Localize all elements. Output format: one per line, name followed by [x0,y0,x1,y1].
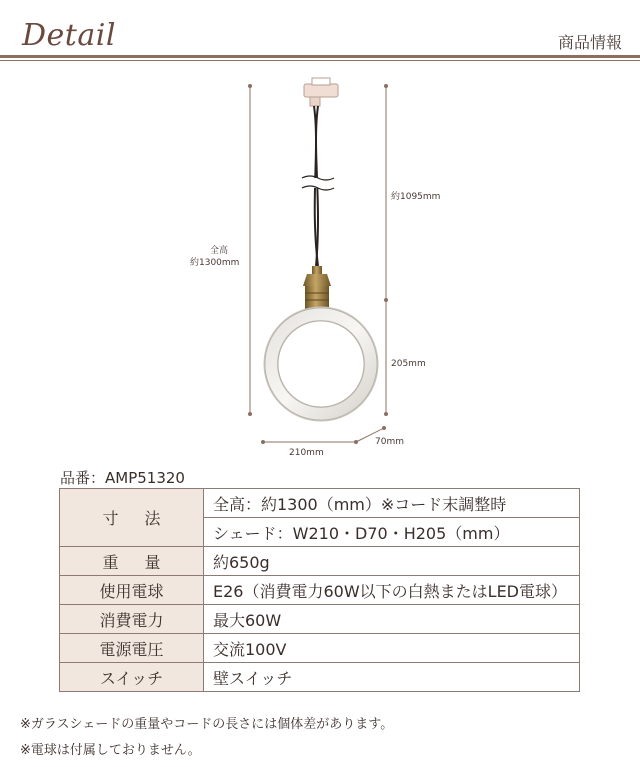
spec-label-weight: 重量 [60,547,204,576]
ceiling-plug [304,78,338,106]
spec-value-size-2: シェード：W210・D70・H205（mm） [204,518,580,547]
note-bulb-not-included: ※電球は付属しておりません。 [20,743,201,758]
spec-value-bulb: E26（消費電力60W以下の白熱またはLED電球） [204,576,580,605]
spec-row-weight [60,547,580,576]
header-rule-thin [0,60,640,61]
spec-value-voltage: 交流100V [204,634,580,663]
spec-label-voltage: 電源電圧 [60,634,204,663]
spec-row-power [60,605,580,634]
pendant-lamp-diagram [0,64,640,464]
header [0,0,640,64]
spec-row-voltage [60,634,580,663]
spec-value-weight: 約650g [204,547,580,576]
glass-ring-shade [265,308,377,420]
shade-depth-label: 70mm [375,437,404,447]
spec-row-switch [60,663,580,692]
cord-break-mark [300,176,336,190]
spec-label-switch: スイッチ [60,663,204,692]
page-title: 商品情報 [557,33,622,52]
spec-label-bulb: 使用電球 [60,576,204,605]
total-height-label: 全高 [210,246,229,256]
spec-value-switch: 壁スイッチ [204,663,580,692]
spec-label-power: 消費電力 [60,605,204,634]
spec-value-power: 最大60W [204,605,580,634]
header-rule-thick [0,55,640,58]
spec-label-size: 寸法 [60,489,204,547]
spec-value-size-1: 全高：約1300（mm）※コード末調整時 [204,489,580,518]
product-code: 品番：AMP51320 [60,469,185,487]
spec-row-size [60,489,580,518]
shade-height-label: 205mm [391,359,426,369]
shade-width-label: 210mm [289,448,324,458]
spec-table [59,488,580,692]
spec-row-bulb [60,576,580,605]
detail-logo: Detail [22,18,116,53]
note-weight-variance: ※ガラスシェードの重量やコードの長さには個体差があります。 [20,717,394,732]
total-height-value: 約1300mm [190,258,240,268]
cord-length-label: 約1095mm [391,192,441,202]
